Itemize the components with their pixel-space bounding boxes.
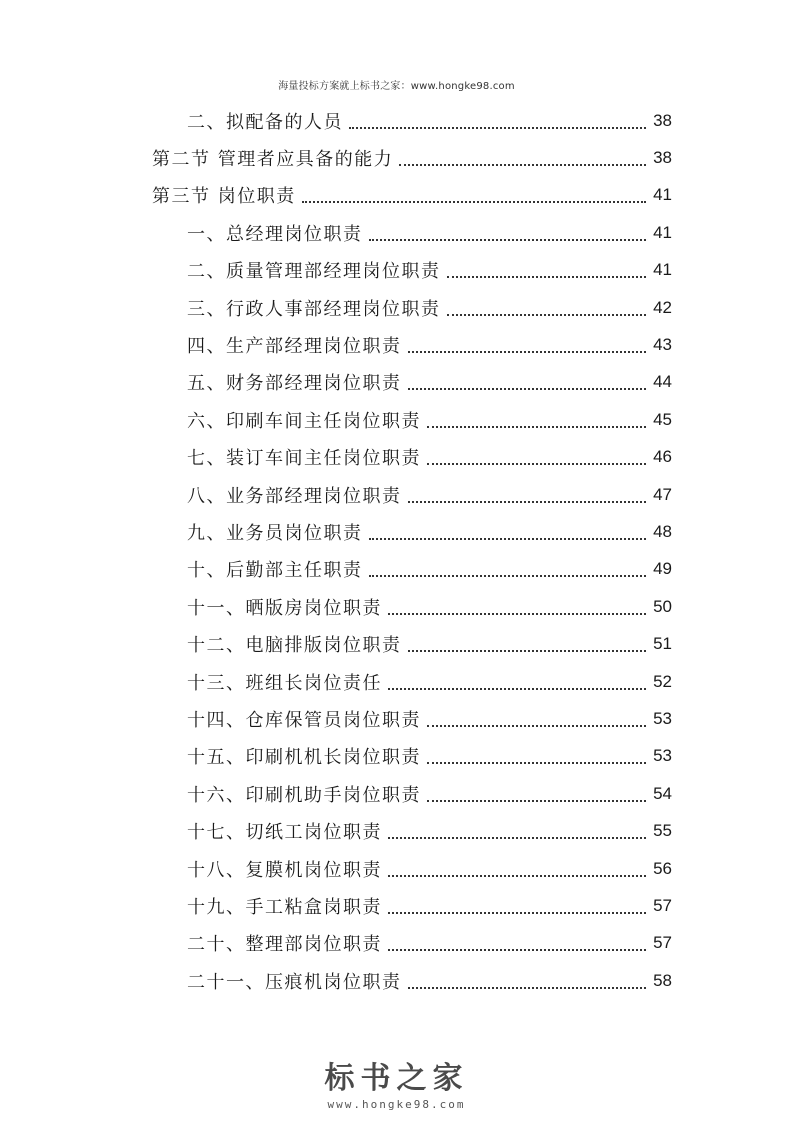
toc-leader-dots: [427, 744, 646, 764]
toc-leader-dots: [408, 333, 647, 353]
toc-leader-dots: [349, 109, 646, 129]
toc-entry-label: 五、财务部经理岗位职责: [187, 373, 402, 395]
toc-page-number: 43: [653, 335, 672, 355]
toc-page-number: 38: [653, 148, 672, 168]
toc-entry[interactable]: [0, 700, 793, 737]
toc-entry[interactable]: [0, 513, 793, 550]
toc-entry[interactable]: [0, 177, 793, 214]
toc-page-number: 53: [653, 708, 672, 728]
toc-entry-label: 九、业务员岗位职责: [187, 522, 363, 544]
toc-entry[interactable]: [0, 775, 793, 812]
toc-entry[interactable]: [0, 850, 793, 887]
toc-page-number: 50: [653, 596, 672, 616]
toc-leader-dots: [388, 931, 646, 951]
toc-entry[interactable]: [0, 588, 793, 625]
toc-entry-label: 十、后勤部主任职责: [187, 560, 363, 582]
toc-page-number: 38: [653, 110, 672, 130]
toc-page-number: 57: [653, 895, 672, 915]
toc-leader-dots: [388, 894, 646, 914]
toc-entry-label: 十九、手工粘盒岗职责: [187, 896, 382, 918]
toc-entry-label: 十七、切纸工岗位职责: [187, 822, 382, 844]
toc-entry[interactable]: [0, 738, 793, 775]
page-header: 海量投标方案就上标书之家：www.hongke98.com: [278, 81, 515, 92]
toc-page-number: 49: [653, 559, 672, 579]
toc-leader-dots: [302, 183, 646, 203]
toc-entry[interactable]: [0, 962, 793, 999]
toc-entry-label: 一、总经理岗位职责: [187, 223, 363, 245]
toc-leader-dots: [427, 445, 646, 465]
toc-entry-label: 十三、班组长岗位责任: [187, 672, 382, 694]
toc-leader-dots: [408, 483, 647, 503]
toc-entry[interactable]: [0, 663, 793, 700]
footer-logo: [0, 1062, 793, 1111]
toc-page-number: 41: [653, 185, 672, 205]
toc-entry-label: 十二、电脑排版岗位职责: [187, 635, 402, 657]
toc-page-number: 45: [653, 409, 672, 429]
toc-page-number: 55: [653, 821, 672, 841]
toc-entry[interactable]: [0, 925, 793, 962]
toc-entry-label: 三、行政人事部经理岗位职责: [187, 298, 441, 320]
toc-page-number: 41: [653, 222, 672, 242]
toc-entry-label: 十五、印刷机机长岗位职责: [187, 747, 421, 769]
toc-leader-dots: [447, 296, 647, 316]
toc-leader-dots: [427, 408, 646, 428]
toc-entry[interactable]: [0, 401, 793, 438]
toc-page-number: 41: [653, 260, 672, 280]
toc-entry-label: 十一、晒版房岗位职责: [187, 597, 382, 619]
toc-entry-label: 第三节 岗位职责: [152, 186, 296, 208]
toc-page-number: 57: [653, 933, 672, 953]
toc-leader-dots: [399, 146, 646, 166]
toc-entry[interactable]: [0, 252, 793, 289]
toc-page-number: 42: [653, 297, 672, 317]
toc-leader-dots: [369, 520, 647, 540]
table-of-contents: [0, 102, 793, 999]
toc-entry[interactable]: [0, 551, 793, 588]
toc-leader-dots: [388, 670, 646, 690]
toc-page-number: 47: [653, 484, 672, 504]
toc-page-number: 58: [653, 970, 672, 990]
toc-page-number: 54: [653, 783, 672, 803]
toc-entry[interactable]: [0, 214, 793, 251]
toc-leader-dots: [369, 221, 647, 241]
toc-leader-dots: [388, 595, 646, 615]
toc-entry[interactable]: [0, 139, 793, 176]
toc-entry[interactable]: [0, 625, 793, 662]
toc-page-number: 52: [653, 671, 672, 691]
logo-url: www.hongke98.com: [327, 1098, 466, 1111]
toc-leader-dots: [388, 857, 646, 877]
toc-entry[interactable]: [0, 102, 793, 139]
toc-entry-label: 六、印刷车间主任岗位职责: [187, 410, 421, 432]
toc-leader-dots: [427, 782, 646, 802]
toc-entry-label: 七、装订车间主任岗位职责: [187, 448, 421, 470]
toc-entry[interactable]: [0, 364, 793, 401]
toc-entry-label: 第二节 管理者应具备的能力: [152, 149, 394, 171]
toc-entry-label: 二、拟配备的人员: [187, 111, 343, 133]
toc-leader-dots: [369, 557, 647, 577]
toc-entry[interactable]: [0, 887, 793, 924]
toc-entry[interactable]: [0, 326, 793, 363]
toc-leader-dots: [408, 632, 647, 652]
toc-entry-label: 十四、仓库保管员岗位职责: [187, 709, 421, 731]
toc-entry-label: 二十、整理部岗位职责: [187, 934, 382, 956]
toc-page-number: 48: [653, 521, 672, 541]
toc-entry-label: 二十一、压痕机岗位职责: [187, 971, 402, 993]
toc-leader-dots: [408, 370, 647, 390]
toc-page-number: 56: [653, 858, 672, 878]
toc-entry-label: 二、质量管理部经理岗位职责: [187, 261, 441, 283]
toc-entry-label: 四、生产部经理岗位职责: [187, 336, 402, 358]
toc-entry-label: 十八、复膜机岗位职责: [187, 859, 382, 881]
toc-leader-dots: [388, 819, 646, 839]
toc-page-number: 51: [653, 634, 672, 654]
toc-page-number: 44: [653, 372, 672, 392]
toc-leader-dots: [447, 258, 647, 278]
toc-page-number: 46: [653, 447, 672, 467]
toc-entry[interactable]: [0, 439, 793, 476]
toc-leader-dots: [427, 707, 646, 727]
toc-entry-label: 八、业务部经理岗位职责: [187, 485, 402, 507]
toc-entry[interactable]: [0, 812, 793, 849]
toc-entry[interactable]: [0, 289, 793, 326]
logo-title: 标书之家: [324, 1061, 469, 1096]
toc-entry-label: 十六、印刷机助手岗位职责: [187, 784, 421, 806]
toc-page-number: 53: [653, 746, 672, 766]
toc-leader-dots: [408, 969, 647, 989]
toc-entry[interactable]: [0, 476, 793, 513]
